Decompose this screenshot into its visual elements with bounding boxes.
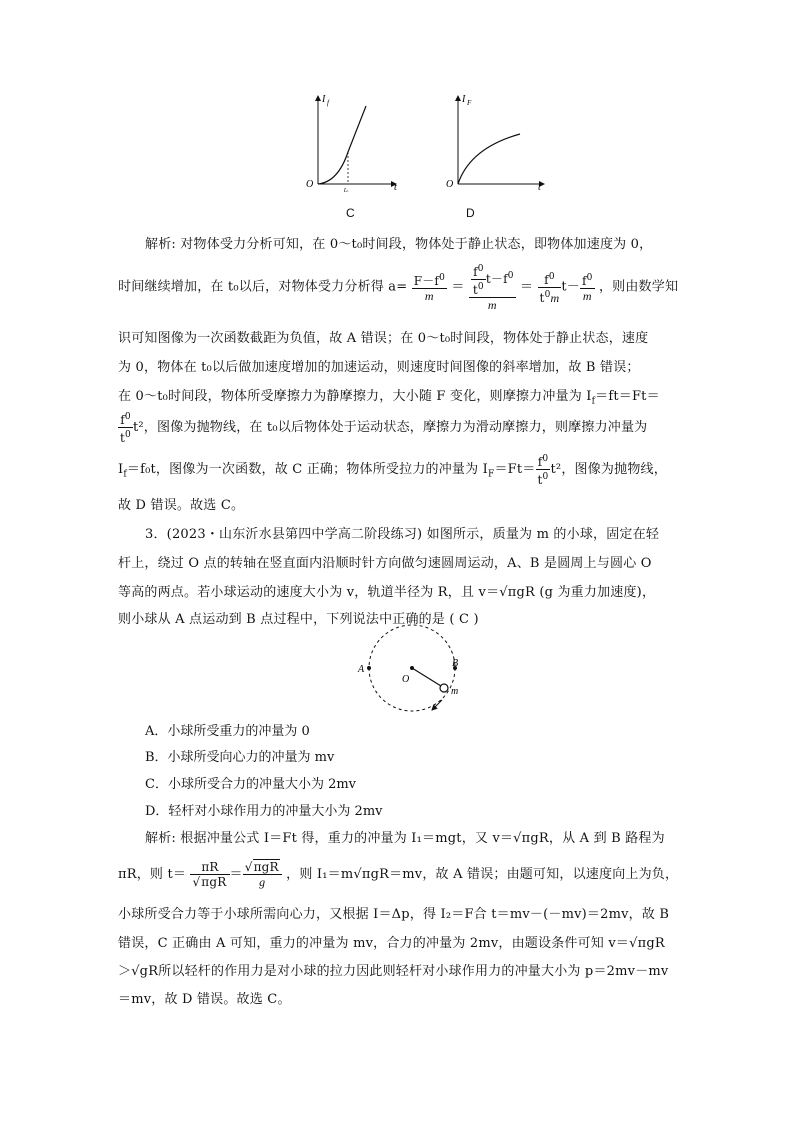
analysis1-line7: $I_f=f_0t$，图像为一次函数，故 C 正确；物体所受拉力的冲量为 $I_F=Ft=$ $\frac{f^0}{t^0}$ t²，图像为抛物线， — [118, 454, 667, 487]
analysis1-line4: 为 0，物体在 t₀以后做加速度增加的加速运动，则速度时间图像的斜率增加，故 B 错误； — [118, 360, 640, 375]
graph-d-label: D — [466, 206, 475, 220]
accel-fraction-4: $\frac{f^0}{m}$ — [582, 273, 593, 303]
circle-diagram — [350, 624, 480, 724]
d-ylabel: I — [462, 94, 466, 105]
time-fraction-2: $\frac{\text{√πgR}}{g}$ — [243, 860, 282, 889]
analysis1-line8: 故 D 错误。故选 C。 — [118, 498, 245, 513]
analysis1-line1: 解析: 对物体受力分析可知，在 0～t₀时间段，物体处于静止状态，即物体加速度为 0， — [145, 237, 653, 252]
c-curve — [318, 106, 366, 184]
c-ysub: f — [327, 99, 329, 107]
c-xlabel: t — [394, 182, 397, 192]
rod — [412, 668, 441, 686]
accel-fraction-3: $\frac{f^0}{t^0m}$ — [539, 271, 560, 305]
analysis2-line2-b: ，则 I₁＝m√πgR＝mv，故 A 错误；由题可知，以速度向上为负， — [286, 867, 679, 882]
c-t0: t₀ — [344, 186, 349, 192]
analysis1-line5-text: 在 0～t₀时间段，物体所受摩擦力为静摩擦力，大小随 F 变化，则摩擦力冲量为 I — [118, 389, 592, 404]
c-origin: O — [306, 179, 314, 190]
analysis1-line2: 时间继续增加，在 t₀以后，对物体受力分析得 a= $\frac{F-f^0}{m}$ ＝ $\frac{f^0}{t^0}$ $t-f^0$ m ＝ $\frac{f^0}{t^0m}$ t－ $\frac{f^0}{m}$ ，则由数学知 — [118, 264, 679, 312]
q3-line2: 杆上，绕过 O 点的转轴在竖直面内沿顺时针方向做匀速圆周运动，A、B 是圆周上与圆心 O — [118, 556, 652, 571]
analysis1-line3: 识可知图像为一次函数截距为负值，故 A 错误；在 0～t₀时间段，物体处于静止状态，速度 — [118, 331, 649, 346]
label-o: O — [402, 674, 410, 685]
analysis1-line5-tail: ＝ft＝Ft＝ — [595, 389, 660, 404]
graph-c — [300, 88, 400, 192]
d-curve — [458, 134, 520, 184]
analysis2-line5: ＞√gR所以轻杆的作用力是对小球的拉力因此则轻杆对小球作用力的冲量大小为 p＝2mv－mv — [118, 964, 669, 979]
option-a: A．小球所受重力的冲量为 0 — [145, 724, 310, 739]
analysis1-line7-b: ＝Ft＝ — [494, 462, 536, 477]
d-xlabel: t — [538, 182, 541, 192]
q3-line1: 3．(2023・山东沂水县第四中学高二阶段练习) 如图所示，质量为 m 的小球，固定在轻 — [145, 527, 660, 542]
analysis2-line2-a: πR，则 t＝ — [118, 867, 187, 882]
option-c: C．小球所受合力的冲量大小为 2mv — [145, 777, 357, 792]
analysis1-line7-c: t²，图像为抛物线， — [550, 462, 667, 477]
q3-line4: 则小球从 A 点运动到 B 点过程中，下列说法中正确的是 ( C ) — [118, 612, 479, 627]
time-fraction: $\frac{\pi R}{\text{√πgR}}$ — [190, 860, 229, 889]
analysis2-line6: ＝mv，故 D 错误。故选 C。 — [118, 992, 291, 1007]
ball — [440, 684, 448, 692]
graph-c-label: C — [346, 206, 355, 220]
analysis2-line1: 解析: 根据冲量公式 I＝Ft 得，重力的冲量为 I₁＝mgt，又 v＝√πgR，从 A 到 B 路程为 — [145, 831, 665, 846]
graph-d — [440, 88, 550, 192]
analysis1-line2-a: 时间继续增加，在 t₀以后，对物体受力分析得 a= — [118, 279, 408, 295]
analysis1-line7-a: ＝f₀t，图像为一次函数，故 C 正确；物体所受拉力的冲量为 I — [126, 462, 489, 477]
analysis2-line2: πR，则 t＝ $\frac{\pi R}{\text{√πgR}}$ ＝ $\frac{\text{√πgR}}{g}$ ，则 I₁＝m√πgR＝mv，故 A 错误；由题可知，以速度向上为负， — [118, 860, 679, 889]
analysis1-line6-text: t²，图像为抛物线，在 t₀以后物体处于运动状态，摩擦力为滑动摩擦力，则摩擦力冲量为 — [132, 420, 648, 435]
analysis1-line2-b: ，则由数学知 — [598, 279, 679, 295]
d-origin: O — [446, 179, 454, 190]
label-a: A — [358, 664, 365, 675]
d-ysub: F — [467, 99, 472, 107]
analysis1-line6 — [118, 410, 647, 445]
friction-fraction: $\frac{f^0}{t^0}$ — [120, 412, 131, 445]
label-m: m — [451, 686, 459, 697]
pull-fraction: $\frac{f^0}{t^0}$ — [537, 454, 549, 487]
analysis1-line5: 在 0～t₀时间段，物体所受摩擦力为静摩擦力，大小随 F 变化，则摩擦力冲量为 $I_f=ft=Ft=$ — [118, 389, 660, 407]
accel-fraction: $\frac{F-f^0}{m}$ — [413, 273, 445, 303]
q3-line3: 等高的两点。若小球运动的速度大小为 v，轨道半径为 R，且 v＝√πgR (g 为重力加速度)， — [118, 585, 656, 600]
analysis2-line4: 错误，C 正确由 A 可知，重力的冲量为 mv，合力的冲量为 2mv，由题设条件可知 v＝√πgR — [118, 936, 665, 951]
option-d: D．轻杆对小球作用力的冲量大小为 2mv — [145, 804, 383, 819]
c-ylabel: I — [322, 94, 326, 105]
accel-fraction-2: $\frac{f^0}{t^0}$ $t-f^0$ m — [469, 262, 516, 312]
label-b: B — [452, 658, 459, 669]
point-a-dot — [367, 666, 371, 670]
option-b: B．小球所受向心力的冲量为 mv — [145, 750, 335, 765]
analysis2-line3: 小球所受合力等于小球所需向心力，又根据 I＝Δp，得 I₂＝F合 t＝mv－(－mv)＝2mv，故 B — [118, 907, 670, 922]
